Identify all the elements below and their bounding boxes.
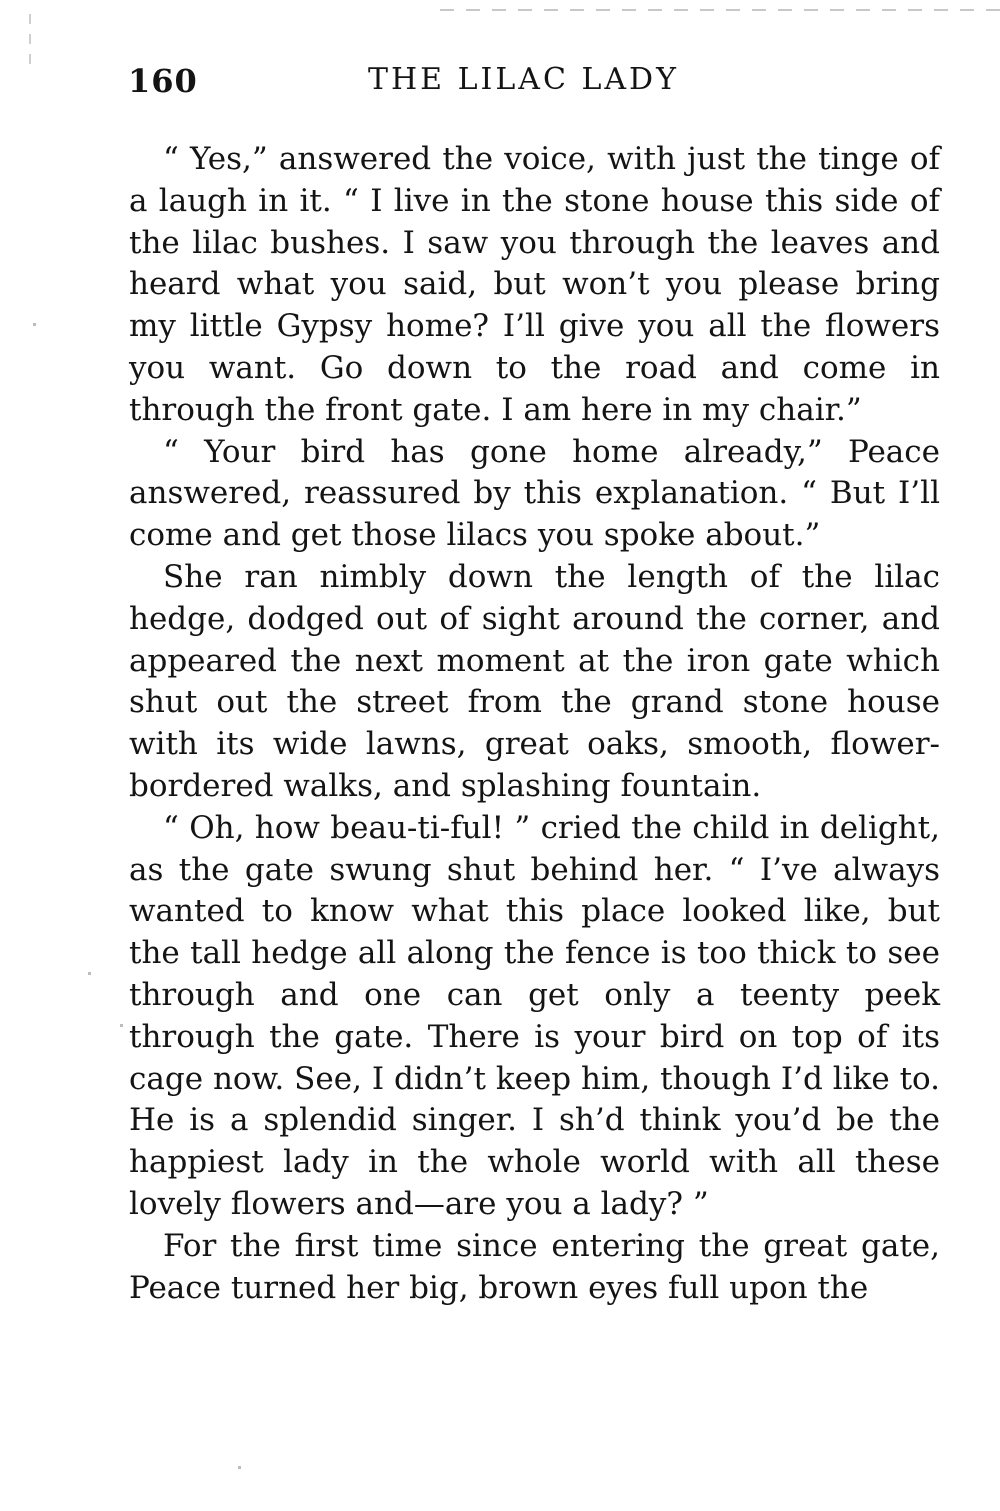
scan-speck [120, 1024, 123, 1027]
scan-speck [88, 972, 91, 975]
scan-speck [33, 323, 36, 326]
scan-speck [238, 1466, 241, 1469]
body-text [129, 139, 940, 1309]
scan-edge-mark [440, 9, 1000, 11]
page-header [128, 62, 940, 106]
scan-margin-mark [29, 14, 31, 74]
paragraph: She ran nimbly down the length of the lilac hedge, dodged out of sight around the corner, and appeared the next moment at the iron gate which shut out the street from the grand stone house with its wide lawns, great oaks, smooth, flower-bordered walks, and splashing fountain. [129, 558, 940, 804]
paragraph: “ Yes,” answered the voice, with just the tinge of a laugh in it. “ I live in the stone house this side of the lilac bushes. I saw you through the leaves and heard what you said, but won’t you please bring my little Gypsy home? I’ll give you all the flowers you want. Go down to the road and come in through the front gate. I am here in my chair.” [129, 141, 940, 428]
paragraph: “ Your bird has gone home already,” Peace answered, reassured by this explanation. “ But I’ll come and get those lilacs you spoke about.” [129, 433, 940, 554]
paragraph: For the first time since entering the great gate, Peace turned her big, brown eyes full upon the [129, 1227, 940, 1306]
paragraph: “ Oh, how beau-ti-ful! ” cried the child in delight, as the gate swung shut behind her. “ I’ve always wanted to know what this place looked like, but the tall hedge all along the fence is too thick to see through and one can get only a teenty peek through the gate. There is your bird on top of its cage now. See, I didn’t keep him, though I’d like to. He is a splendid singer. I sh’d think you’d be the happiest lady in the whole world with all these lovely flowers and—are you a lady? ” [129, 809, 940, 1222]
page-number: 160 [128, 62, 198, 100]
running-title: THE LILAC LADY [368, 62, 679, 97]
